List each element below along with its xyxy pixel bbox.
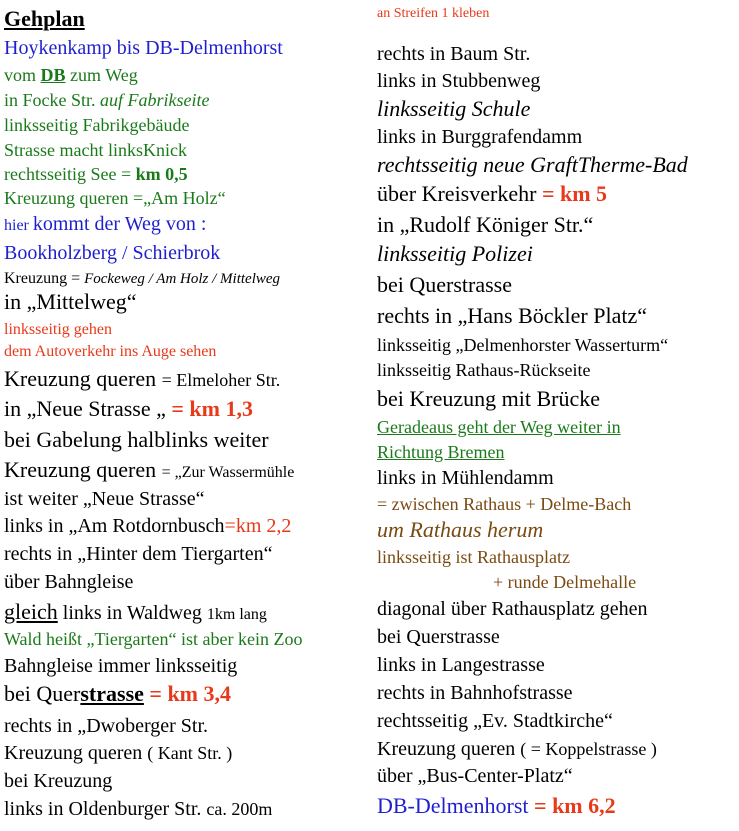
step-line: bei Querstrasse (377, 272, 513, 297)
step-line: bei Kreuzung (4, 770, 113, 792)
step-line: Bahngleise immer linksseitig (4, 655, 238, 677)
step-line: vom DB zum Weg (4, 65, 138, 85)
step-line: Kreuzung queren ( Kant Str. ) (4, 742, 233, 764)
step-line: bei Querstrasse = km 3,4 (4, 681, 232, 706)
step-line: linksseitig „Delmenhorster Wasserturm“ (377, 335, 669, 355)
step-line: um Rathaus herum (377, 517, 544, 542)
step-line: rechts in „Dwoberger Str. (4, 715, 209, 737)
step-line: Geradeaus geht der Weg weiter in (377, 417, 621, 437)
step-line: rechtsseitig See = km 0,5 (4, 164, 188, 184)
step-line: rechts in Bahnhofstrasse (377, 682, 573, 704)
step-line: gleich links in Waldweg 1km lang (4, 599, 267, 624)
step-line: Kreuzung queren =„Am Holz“ (4, 188, 226, 208)
page-title: Gehplan (4, 6, 85, 31)
step-line: in „Mittelweg“ (4, 289, 137, 314)
step-line: in Focke Str. auf Fabrikseite (4, 90, 210, 110)
step-line: linksseitig Rathaus-Rückseite (377, 360, 591, 380)
step-line: linksseitig ist Rathausplatz (377, 547, 570, 567)
step-line: rechtsseitig neue GraftTherme-Bad (377, 152, 688, 177)
step-line: rechts in Baum Str. (377, 43, 531, 65)
step-line: Richtung Bremen (377, 442, 505, 462)
step-line: hier kommt der Weg von : (4, 213, 207, 235)
step-line: Strasse macht linksKnick (4, 140, 187, 160)
step-line: über „Bus-Center-Platz“ (377, 765, 573, 787)
note-label: an Streifen 1 kleben (377, 6, 490, 21)
step-line: bei Querstrasse (377, 626, 500, 648)
step-line: dem Autoverkehr ins Auge sehen (4, 343, 217, 360)
step-line: über Kreisverkehr = km 5 (377, 181, 608, 206)
step-line: bei Kreuzung mit Brücke (377, 386, 600, 411)
step-line: rechtsseitig „Ev. Stadtkirche“ (377, 710, 613, 732)
step-line: ist weiter „Neue Strasse“ (4, 488, 205, 510)
step-line: links in Oldenburger Str. ca. 200m (4, 798, 273, 820)
step-line: linksseitig gehen (4, 321, 112, 338)
step-line: in „Rudolf Königer Str.“ (377, 212, 594, 237)
step-line: bei Gabelung halblinks weiter (4, 427, 269, 452)
step-line: linksseitig Polizei (377, 241, 533, 266)
step-line: Wald heißt „Tiergarten“ ist aber kein Zoo (4, 629, 303, 649)
step-line: Kreuzung = Fockeweg / Am Holz / Mittelweg (4, 270, 281, 287)
step-line: Kreuzung queren ( = Koppelstrasse ) (377, 738, 657, 760)
route-heading: Hoykenkamp bis DB-Delmenhorst (4, 37, 283, 59)
step-line: in „Neue Strasse „ = km 1,3 (4, 396, 253, 421)
step-line: diagonal über Rathausplatz gehen (377, 598, 648, 620)
step-line: rechts in „Hans Böckler Platz“ (377, 303, 648, 328)
step-line: linksseitig Fabrikgebäude (4, 115, 190, 135)
step-line: rechts in „Hinter dem Tiergarten“ (4, 543, 273, 565)
step-line: Kreuzung queren = „Zur Wassermühle (4, 457, 295, 482)
step-line: links in Mühlendamm (377, 467, 554, 489)
step-line: links in „Am Rotdornbusch=km 2,2 (4, 515, 292, 537)
step-line: Kreuzung queren = Elmeloher Str. (4, 366, 281, 391)
step-line: linksseitig Schule (377, 96, 531, 121)
step-line: links in Langestrasse (377, 654, 545, 676)
step-line: Bookholzberg / Schierbrok (4, 242, 221, 264)
step-line: links in Burggrafendamm (377, 126, 583, 148)
destination-line: DB-Delmenhorst = km 6,2 (377, 793, 616, 818)
step-line: links in Stubbenweg (377, 70, 541, 92)
step-line: = zwischen Rathaus + Delme-Bach (377, 494, 632, 514)
step-line: + runde Delmehalle (493, 572, 637, 592)
step-line: über Bahngleise (4, 571, 134, 593)
